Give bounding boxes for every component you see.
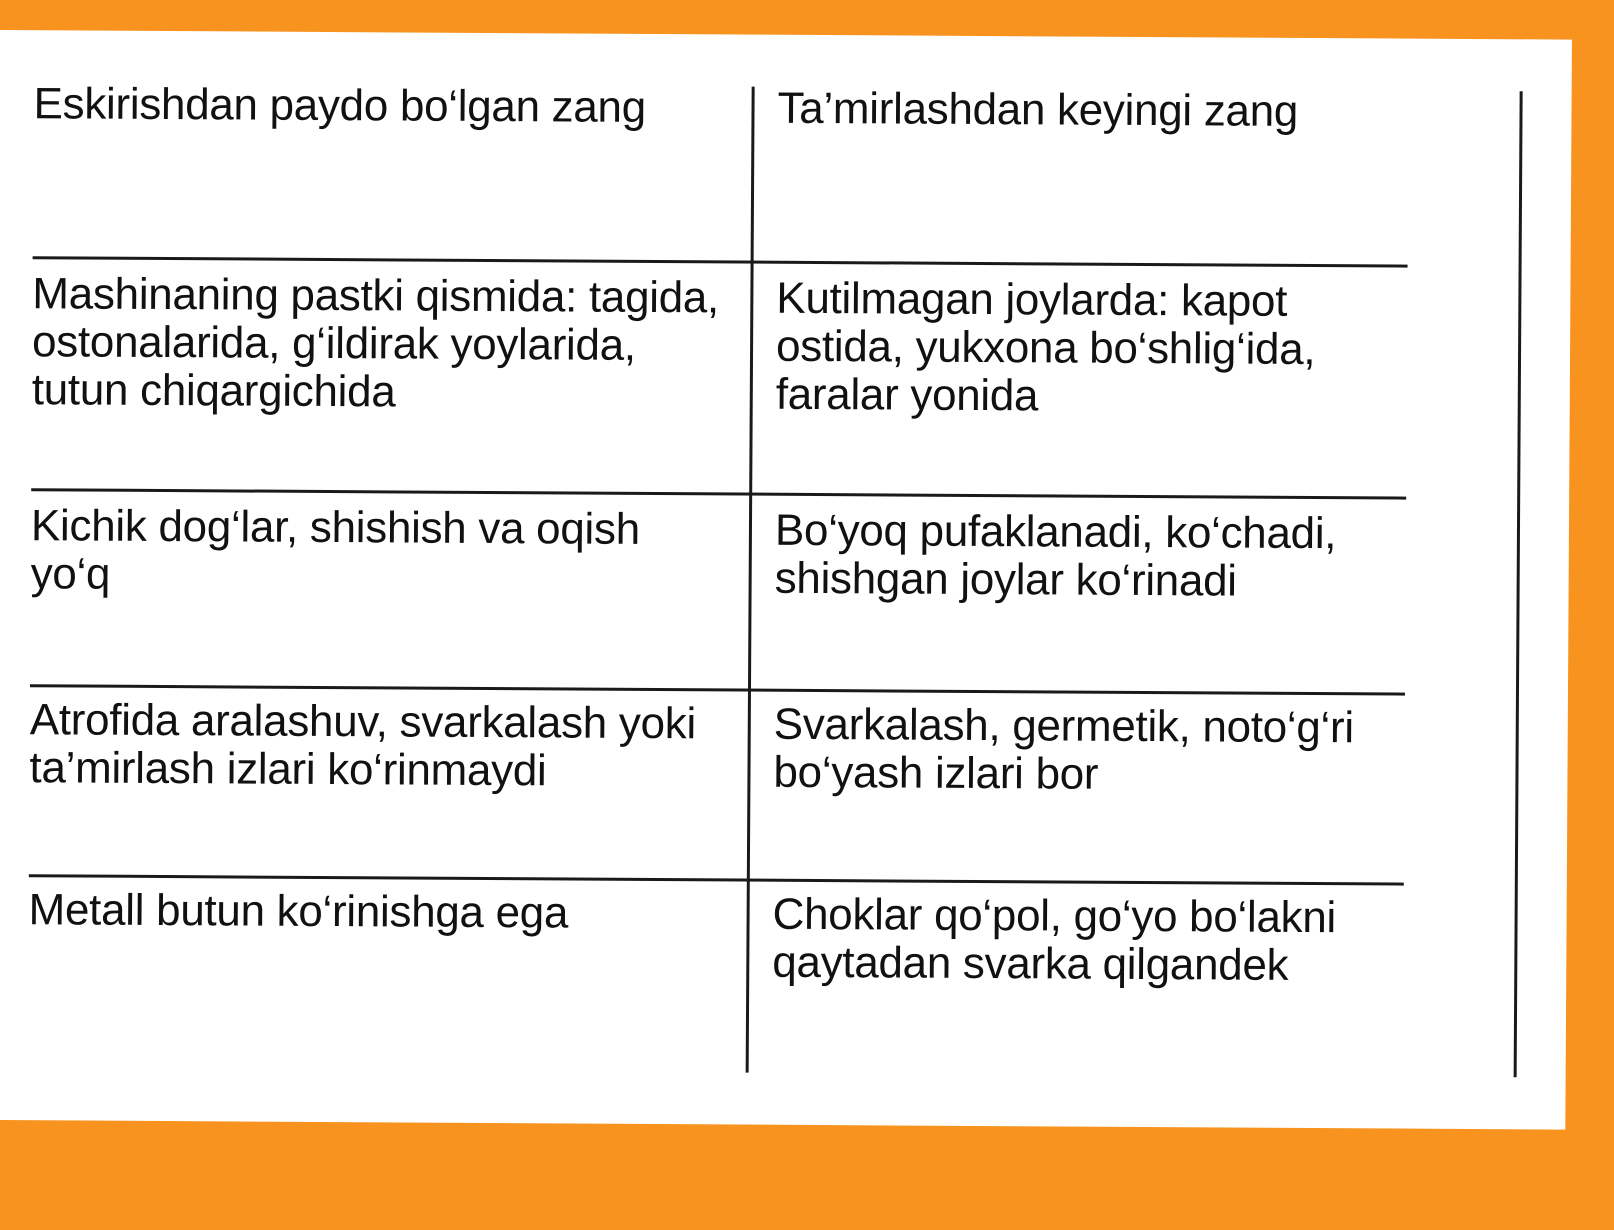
table-cell-right: Choklar qo‘pol, go‘yo bo‘lakni qaytadan svarka qilgandek	[772, 889, 1337, 990]
header-left: Eskirishdan paydo bo‘lgan zang	[33, 79, 647, 132]
table-cell-left: Kichik dog‘lar, shishish va oqish yo‘q	[30, 501, 640, 599]
header-right: Ta’mirlashdan keyingi zang	[777, 83, 1299, 136]
table-cell-right: Kutilmagan joylarda: kapot ostida, yukxona bo‘shlig‘ida, faralar yonida	[775, 273, 1316, 421]
row-divider	[33, 256, 1408, 267]
table-cell-right: Svarkalash, germetik, noto‘g‘ri bo‘yash izlari bor	[773, 699, 1354, 799]
right-border	[1514, 91, 1523, 1077]
row-divider	[31, 488, 1406, 499]
column-divider	[746, 87, 755, 1073]
table-cell-left: Mashinaning pastki qismida: tagida, ostonalarida, g‘ildirak yoylarida, tutun chiqargichida	[31, 269, 720, 417]
table-cell-right: Bo‘yoq pufaklanadi, ko‘chadi, shishgan joylar ko‘rinadi	[774, 505, 1337, 606]
comparison-card	[0, 30, 1572, 1130]
table-cell-left: Atrofida aralashuv, svarkalash yoki ta’mirlash izlari ko‘rinmaydi	[29, 695, 697, 796]
row-divider	[29, 874, 1404, 885]
row-divider	[30, 684, 1405, 695]
table-cell-left: Metall butun ko‘rinishga ega	[28, 885, 569, 938]
